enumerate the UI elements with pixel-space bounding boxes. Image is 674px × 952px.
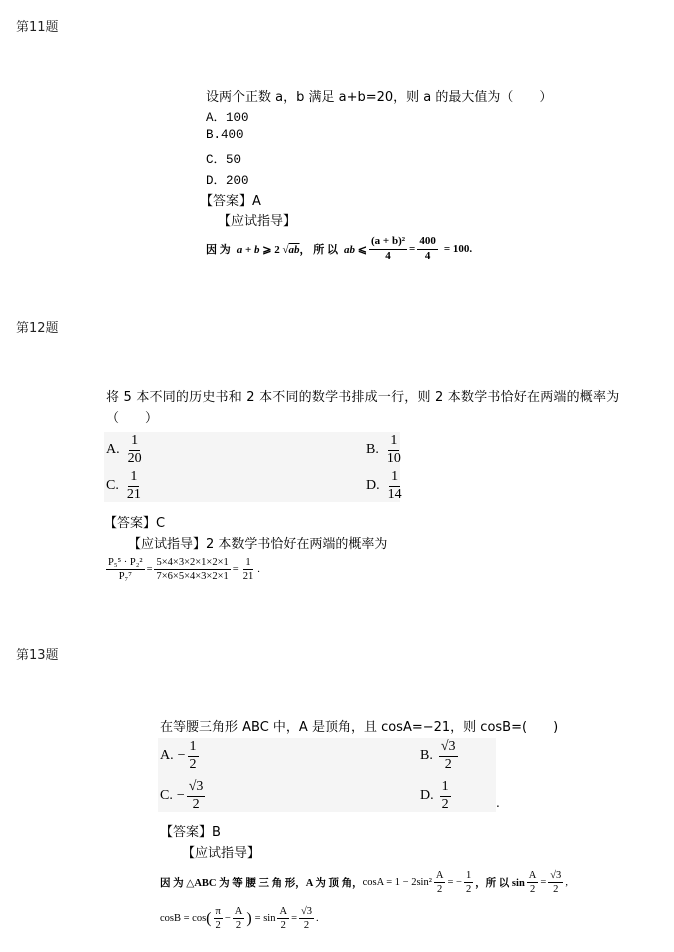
- q12-stem-line1: 将 5 本不同的历史书和 2 本不同的数学书排成一行，则 2 本数学书恰好在两端的概率为: [106, 390, 620, 405]
- q12-sol-frac3: $\frac{1}{21}$: [242, 557, 254, 583]
- q11-sol-end: = 100.: [443, 243, 473, 256]
- q13-option-d: D. $\frac{1}{2}$: [420, 779, 449, 812]
- q13-sol1-math: cosA = 1 − 2sin²: [362, 877, 432, 889]
- q11-option-d: D．200: [206, 174, 249, 188]
- q12-option-d: D. $\frac{1}{14}$: [366, 469, 402, 502]
- q13-stem: 在等腰三角形 ABC 中，A 是顶角，且 cosA=−21，则 cosB=( ): [160, 720, 559, 735]
- q12-option-a: A. $\frac{1}{20}$: [106, 433, 142, 466]
- q11-answer: 【答案】A: [200, 194, 261, 209]
- q12-option-b: B. $\frac{1}{10}$: [366, 433, 401, 466]
- q11-sol-prefix: 因 为: [206, 244, 231, 257]
- q11-option-a: A．100: [206, 111, 249, 125]
- q11-option-c: C．50: [206, 153, 242, 167]
- q12-guide: 【应试指导】2 本数学书恰好在两端的概率为: [128, 537, 388, 552]
- q12-sol-frac1: $\frac{\text{P₅⁵ · P₂²}}{\text{P₇⁷}}$: [108, 557, 143, 583]
- q11-title: 第11题: [16, 20, 59, 35]
- q12-answer: 【答案】C: [104, 516, 166, 531]
- q13-sol2-start: cosB = cos: [160, 913, 207, 925]
- q13-answer: 【答案】B: [160, 825, 221, 840]
- q12-stem-line2: （ ）: [106, 411, 159, 426]
- q12-option-c: C. $\frac{1}{21}$: [106, 469, 141, 502]
- q11-solution: 因 为 a + b ⩾ 2 √ab ， 所 以 ab ⩽ $\frac{\text{(a + b)²}}{4}$ = $\frac{400}{4}$ = 100.: [206, 235, 473, 262]
- q12-title: 第12题: [16, 321, 59, 336]
- q13-solution-line2: cosB = cos ( $\frac{\pi}{2}$ − $\frac{A}{2}$ ) = sin $\frac{A}{2}$ = $\frac{√3}{2}$ .: [160, 906, 319, 932]
- q12-solution: $\frac{\text{P₅⁵ · P₂²}}{\text{P₇⁷}}$ = $\frac{5\times 4\times 3\times 2\times 1\times 2\times 1}{7\times 6\times 5\times 4\times 3\times 2\times 1}$ = $\frac{1}{21}$ .: [108, 557, 260, 583]
- q11-sol-mid: ， 所 以: [299, 244, 339, 257]
- q13-solution-line1: 因 为 △ABC 为 等 腰 三 角 形，A 为 顶 角， cosA = 1 − 2sin² $\frac{A}{2}$ = − $\frac{1}{2}$ ，所 以 sin $\frac{A}{2}$ = $\frac{√3}{2}$ ,: [160, 870, 568, 896]
- q11-guide: 【应试指导】: [218, 214, 297, 229]
- q13-sol1-text: 因 为 △ABC 为 等 腰 三 角 形，A 为 顶 角，: [160, 878, 363, 890]
- q13-option-b: B. $\frac{√3}{2}$: [420, 739, 456, 772]
- q12-sol-frac2: $\frac{5\times 4\times 3\times 2\times 1\times 2\times 1}{7\times 6\times 5\times 4\times 3\times 2\times 1}$: [156, 557, 229, 583]
- q11-option-b: B.400: [206, 128, 244, 142]
- q13-options-image: [158, 738, 496, 812]
- q13-guide: 【应试指导】: [182, 846, 261, 861]
- q13-option-c: C. − $\frac{√3}{2}$: [160, 779, 204, 812]
- q13-option-a: A. − $\frac{1}{2}$: [160, 739, 197, 772]
- q11-stem: 设两个正数 a，b 满足 a+b=20，则 a 的最大值为（ ）: [206, 90, 553, 105]
- q11-sol-frac2: $\frac{400}{4}$: [419, 235, 436, 262]
- q11-sol-frac1: $\frac{\text{(a + b)²}}{4}$: [371, 235, 406, 262]
- q12-options-image: [104, 432, 400, 502]
- q13-trailing-dot: .: [496, 796, 500, 810]
- q13-title: 第13题: [16, 648, 59, 663]
